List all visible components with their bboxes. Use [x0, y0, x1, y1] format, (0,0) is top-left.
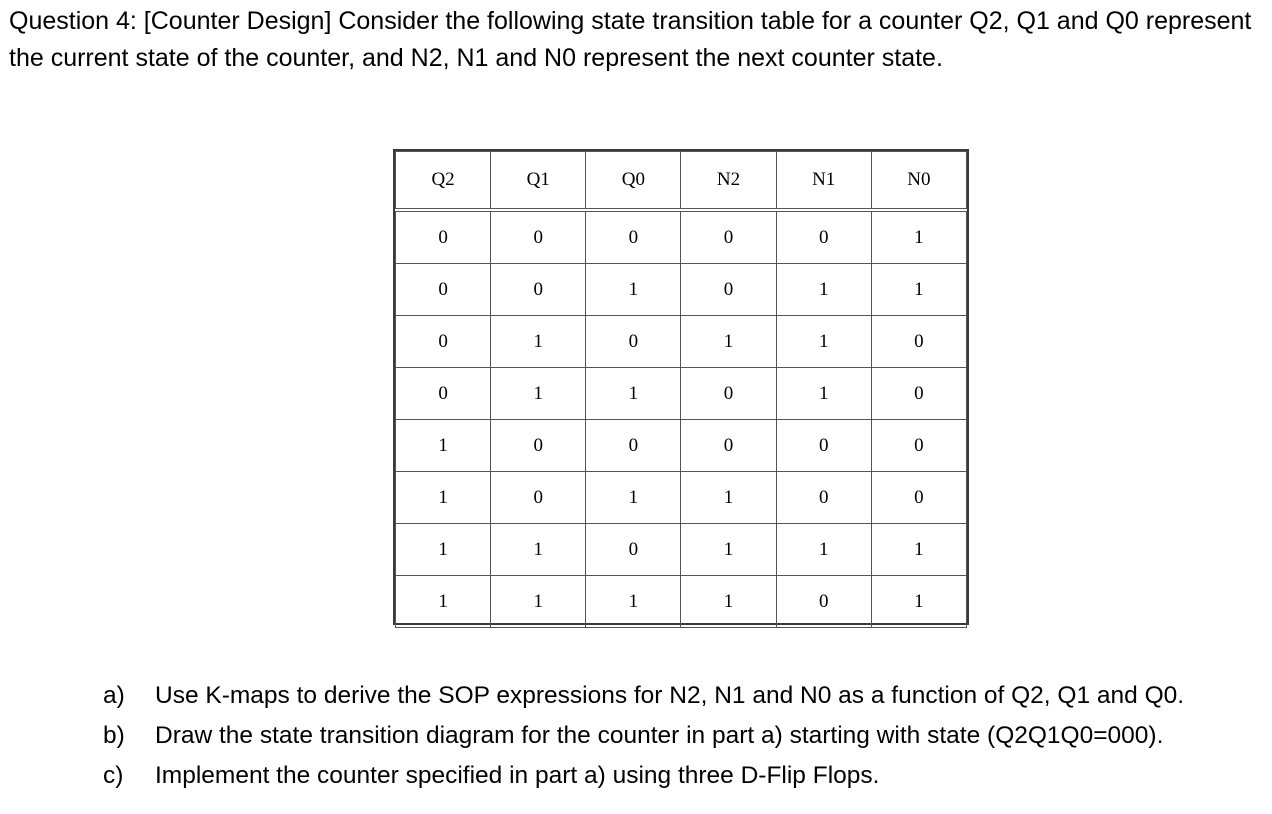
table-header-row — [396, 152, 967, 211]
table-cell: 1 — [776, 368, 871, 420]
table-cell: 0 — [396, 264, 491, 316]
table-cell: 1 — [776, 264, 871, 316]
table-cell: 1 — [491, 524, 586, 576]
header-n0: N0 — [871, 152, 966, 211]
table-cell: 0 — [586, 316, 681, 368]
table-cell: 1 — [681, 316, 776, 368]
table-cell: 1 — [871, 264, 966, 316]
table-cell: 0 — [491, 472, 586, 524]
table-cell: 0 — [396, 210, 491, 264]
state-transition-table — [393, 149, 969, 625]
table-cell: 1 — [396, 420, 491, 472]
table-row — [396, 316, 967, 368]
table-cell: 0 — [871, 368, 966, 420]
table-cell: 0 — [396, 316, 491, 368]
table-cell: 1 — [871, 210, 966, 264]
table-cell: 1 — [396, 524, 491, 576]
table-cell: 0 — [681, 264, 776, 316]
table-cell: 0 — [681, 210, 776, 264]
table-cell: 1 — [586, 576, 681, 628]
table-cell: 0 — [491, 420, 586, 472]
table-cell: 0 — [776, 576, 871, 628]
header-q2: Q2 — [396, 152, 491, 211]
table-row — [396, 210, 967, 264]
table-cell: 1 — [681, 524, 776, 576]
table-cell: 1 — [586, 264, 681, 316]
list-marker: b) — [103, 722, 125, 749]
table-row — [396, 524, 967, 576]
table-cell: 0 — [871, 420, 966, 472]
table-cell: 0 — [491, 264, 586, 316]
table-row — [396, 368, 967, 420]
table-cell: 0 — [776, 472, 871, 524]
header-q1: Q1 — [491, 152, 586, 211]
header-n1: N1 — [776, 152, 871, 211]
question-part-a — [100, 676, 1265, 716]
table-cell: 1 — [396, 472, 491, 524]
table-cell: 0 — [681, 420, 776, 472]
table-cell: 1 — [491, 316, 586, 368]
table-cell: 1 — [586, 472, 681, 524]
question-text: Draw the state transition diagram for the counter in part a) starting with state (Q2Q1Q0=000). — [155, 722, 1164, 749]
table-cell: 0 — [681, 368, 776, 420]
table-cell: 0 — [586, 210, 681, 264]
table-cell: 0 — [491, 210, 586, 264]
table-cell: 0 — [396, 368, 491, 420]
table-cell: 1 — [681, 576, 776, 628]
table-cell: 0 — [776, 420, 871, 472]
table-row — [396, 420, 967, 472]
table-row — [396, 472, 967, 524]
question-part-b — [100, 716, 1265, 756]
table-cell: 1 — [491, 368, 586, 420]
table-cell: 1 — [776, 316, 871, 368]
list-marker: a) — [103, 682, 125, 709]
question-parts-list — [100, 676, 1265, 796]
table-cell: 1 — [491, 576, 586, 628]
table-cell: 1 — [871, 524, 966, 576]
list-marker: c) — [103, 762, 124, 789]
header-q0: Q0 — [586, 152, 681, 211]
table-cell: 0 — [871, 472, 966, 524]
table-cell: 0 — [586, 420, 681, 472]
table-cell: 1 — [396, 576, 491, 628]
header-n2: N2 — [681, 152, 776, 211]
table-row — [396, 264, 967, 316]
table-cell: 0 — [586, 524, 681, 576]
truth-table — [395, 151, 967, 628]
table-cell: 0 — [871, 316, 966, 368]
table-cell: 1 — [586, 368, 681, 420]
question-intro: Question 4: [Counter Design] Consider the following state transition table for a counter Q2, Q1 and Q0 represent the current state of the counter, and N2, N1 and N0 represent the next counter state. — [9, 7, 1252, 72]
question-text: Implement the counter specified in part a) using three D-Flip Flops. — [155, 762, 880, 789]
table-cell: 1 — [871, 576, 966, 628]
table-cell: 0 — [776, 210, 871, 264]
table-row — [396, 576, 967, 628]
table-cell: 1 — [776, 524, 871, 576]
question-text: Use K-maps to derive the SOP expressions for N2, N1 and N0 as a function of Q2, Q1 and Q0. — [155, 682, 1185, 709]
table-cell: 1 — [681, 472, 776, 524]
question-part-c — [100, 756, 1265, 796]
